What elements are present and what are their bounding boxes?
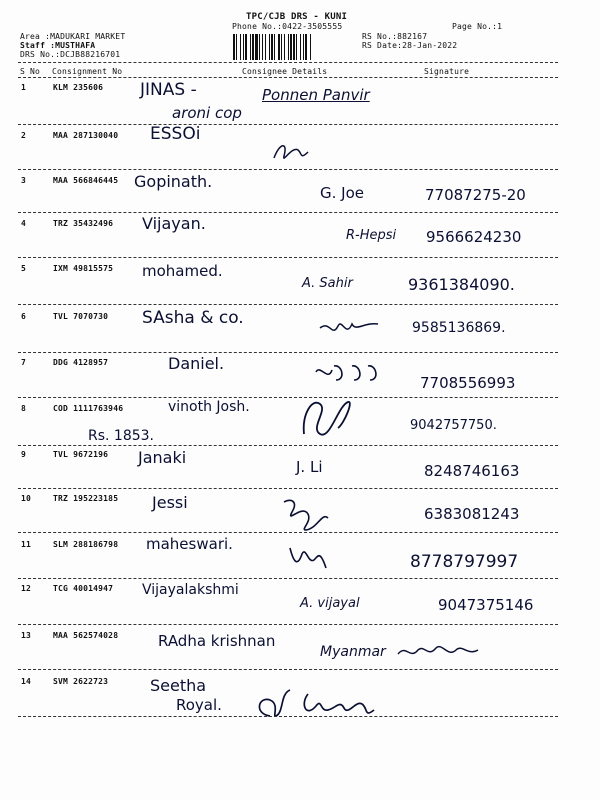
row-phone: 8778797997 [410, 552, 519, 572]
barcode-bar [303, 34, 304, 60]
header-rule-bottom [18, 77, 558, 78]
row-sno: 8 [21, 404, 27, 413]
barcode-bar [296, 34, 297, 60]
row-consignee: Gopinath. [134, 172, 213, 191]
barcode-bar [250, 34, 251, 60]
row-consignment: TRZ 35432496 [53, 219, 114, 228]
report-title: TPC/CJB DRS - KUNI [246, 12, 348, 22]
row-phone: 9585136869. [412, 320, 506, 336]
row-divider [18, 488, 558, 489]
row-divider [18, 257, 558, 258]
row-consignment: TVL 9672196 [53, 450, 109, 459]
signature-scribble [318, 312, 380, 342]
row-phone: 7708556993 [420, 374, 516, 392]
row-consignee: mohamed. [142, 262, 223, 280]
row-divider [18, 578, 558, 579]
row-sno: 2 [21, 131, 27, 140]
col-header-signature: Signature [424, 67, 470, 76]
row-sno: 3 [21, 176, 27, 185]
row-divider [18, 532, 558, 533]
barcode-bar [305, 34, 307, 60]
row-divider [18, 716, 558, 717]
row-consignment: IXM 49815575 [53, 264, 114, 273]
rs-number: RS No.:882167 [362, 32, 428, 41]
row-divider [18, 445, 558, 446]
row-sno: 14 [21, 677, 32, 686]
row-consignee: Daniel. [168, 354, 225, 373]
barcode-bar [233, 34, 235, 60]
row-consignment: SVM 2622723 [53, 677, 109, 686]
row-consignee: JINAS - [140, 80, 197, 100]
row-sno: 7 [21, 358, 27, 367]
row-phone: 8248746163 [424, 462, 520, 480]
row-signature: Ponnen Panvir [262, 86, 370, 104]
row-consignee: Seetha [150, 676, 207, 695]
row-divider [18, 124, 558, 125]
row-sno: 11 [21, 540, 32, 549]
barcode-bar [293, 34, 295, 60]
barcode-bar [236, 34, 237, 60]
row-phone: 77087275-20 [425, 186, 526, 204]
col-header-sno: S No [20, 67, 41, 76]
row-consignment: DDG 4128957 [53, 358, 109, 367]
barcode-bar [245, 34, 247, 60]
page-number: Page No.:1 [452, 22, 503, 31]
row-consignee: Jessi [152, 493, 188, 512]
signature-scribble [312, 362, 384, 384]
row-sno: 10 [21, 494, 32, 503]
barcode-bar [281, 34, 282, 60]
barcode-bar [271, 34, 273, 60]
staff-label: Staff :MUSTHAFA [20, 41, 96, 50]
row-consignee: Vijayan. [142, 214, 206, 233]
row-signature: G. Joe [320, 184, 364, 202]
row-divider [18, 304, 558, 305]
row-signature: A. Sahir [302, 276, 353, 291]
row-consignee: maheswari. [146, 535, 233, 553]
barcode-bar [243, 34, 244, 60]
barcode-bar [284, 34, 285, 60]
barcode-bar [262, 34, 263, 60]
phone-number: Phone No.:0422-3505555 [232, 22, 343, 31]
row-consignment: COD 1111763946 [53, 404, 124, 413]
row-divider [18, 624, 558, 625]
row-phone: 9566624230 [426, 228, 522, 246]
row-consignment: TCG 40014947 [53, 584, 114, 593]
row-divider [18, 669, 558, 670]
row-consignment: MAA 287130040 [53, 131, 119, 140]
signature-scribble [278, 494, 332, 534]
row-consignee: ESSOi [150, 124, 201, 144]
signature-scribble [298, 394, 356, 442]
row-signature: R-Hepsi [346, 228, 397, 243]
row-divider [18, 212, 558, 213]
signature-scribble [396, 640, 480, 662]
row-sno: 13 [21, 631, 32, 640]
row-phone: 9047375146 [438, 596, 534, 614]
row-phone: 9361384090. [408, 275, 515, 294]
row-consignee: RAdha krishnan [158, 632, 276, 650]
row-consignment: MAA 562574028 [53, 631, 119, 640]
row-consignee: SAsha & co. [142, 308, 244, 328]
barcode-bar [274, 34, 275, 60]
row-consignee: Vijayalakshmi [142, 582, 239, 598]
col-header-consignment: Consignment No [52, 67, 123, 76]
area-label: Area :MADUKARI MARKET [20, 32, 126, 41]
barcode-bar [259, 34, 260, 60]
header-rule-top [18, 62, 558, 63]
barcode-bar [278, 34, 280, 60]
signature-scribble [270, 138, 312, 166]
row-sno: 6 [21, 312, 27, 321]
row-consignment: KLM 235606 [53, 83, 104, 92]
row-signature: J. Li [296, 458, 323, 476]
barcode-bar [252, 34, 254, 60]
row-divider [18, 352, 558, 353]
rs-date: RS Date:28-Jan-2022 [362, 41, 458, 50]
row-sno: 1 [21, 83, 27, 92]
col-header-consignee: Consignee Details [242, 67, 328, 76]
signature-scribble [286, 542, 330, 572]
row-consignment: TVL 7070730 [53, 312, 109, 321]
row-consignment: TRZ 195223185 [53, 494, 119, 503]
row-consignment: SLM 288186798 [53, 540, 119, 549]
row-divider [18, 169, 558, 170]
row-sno: 9 [21, 450, 27, 459]
row-phone: 6383081243 [424, 505, 520, 523]
barcode-bar [269, 34, 270, 60]
row-consignee-extra: Royal. [176, 696, 222, 714]
barcode-bar [288, 34, 289, 60]
row-sno: 4 [21, 219, 27, 228]
row-consignee-extra: Rs. 1853. [88, 428, 155, 444]
barcode-bar [240, 34, 241, 60]
barcode-bar [310, 34, 311, 60]
row-phone: 9042757750. [410, 418, 497, 433]
drs-number: DRS No.:DCJB88216701 [20, 50, 121, 59]
barcode-bar [265, 34, 266, 60]
row-signature: Myanmar [320, 644, 386, 660]
row-consignee-extra: aroni cop [172, 104, 242, 122]
barcode-bar [300, 34, 301, 60]
row-sno: 12 [21, 584, 32, 593]
row-signature: A. vijayal [300, 596, 360, 611]
row-divider [18, 397, 558, 398]
barcode-bar [290, 34, 292, 60]
barcode-bar [255, 34, 258, 60]
row-sno: 5 [21, 264, 27, 273]
row-consignment: MAA 566846445 [53, 176, 119, 185]
row-consignee: vinoth Josh. [168, 399, 250, 415]
barcode [232, 34, 355, 60]
row-consignee: Janaki [138, 448, 187, 467]
